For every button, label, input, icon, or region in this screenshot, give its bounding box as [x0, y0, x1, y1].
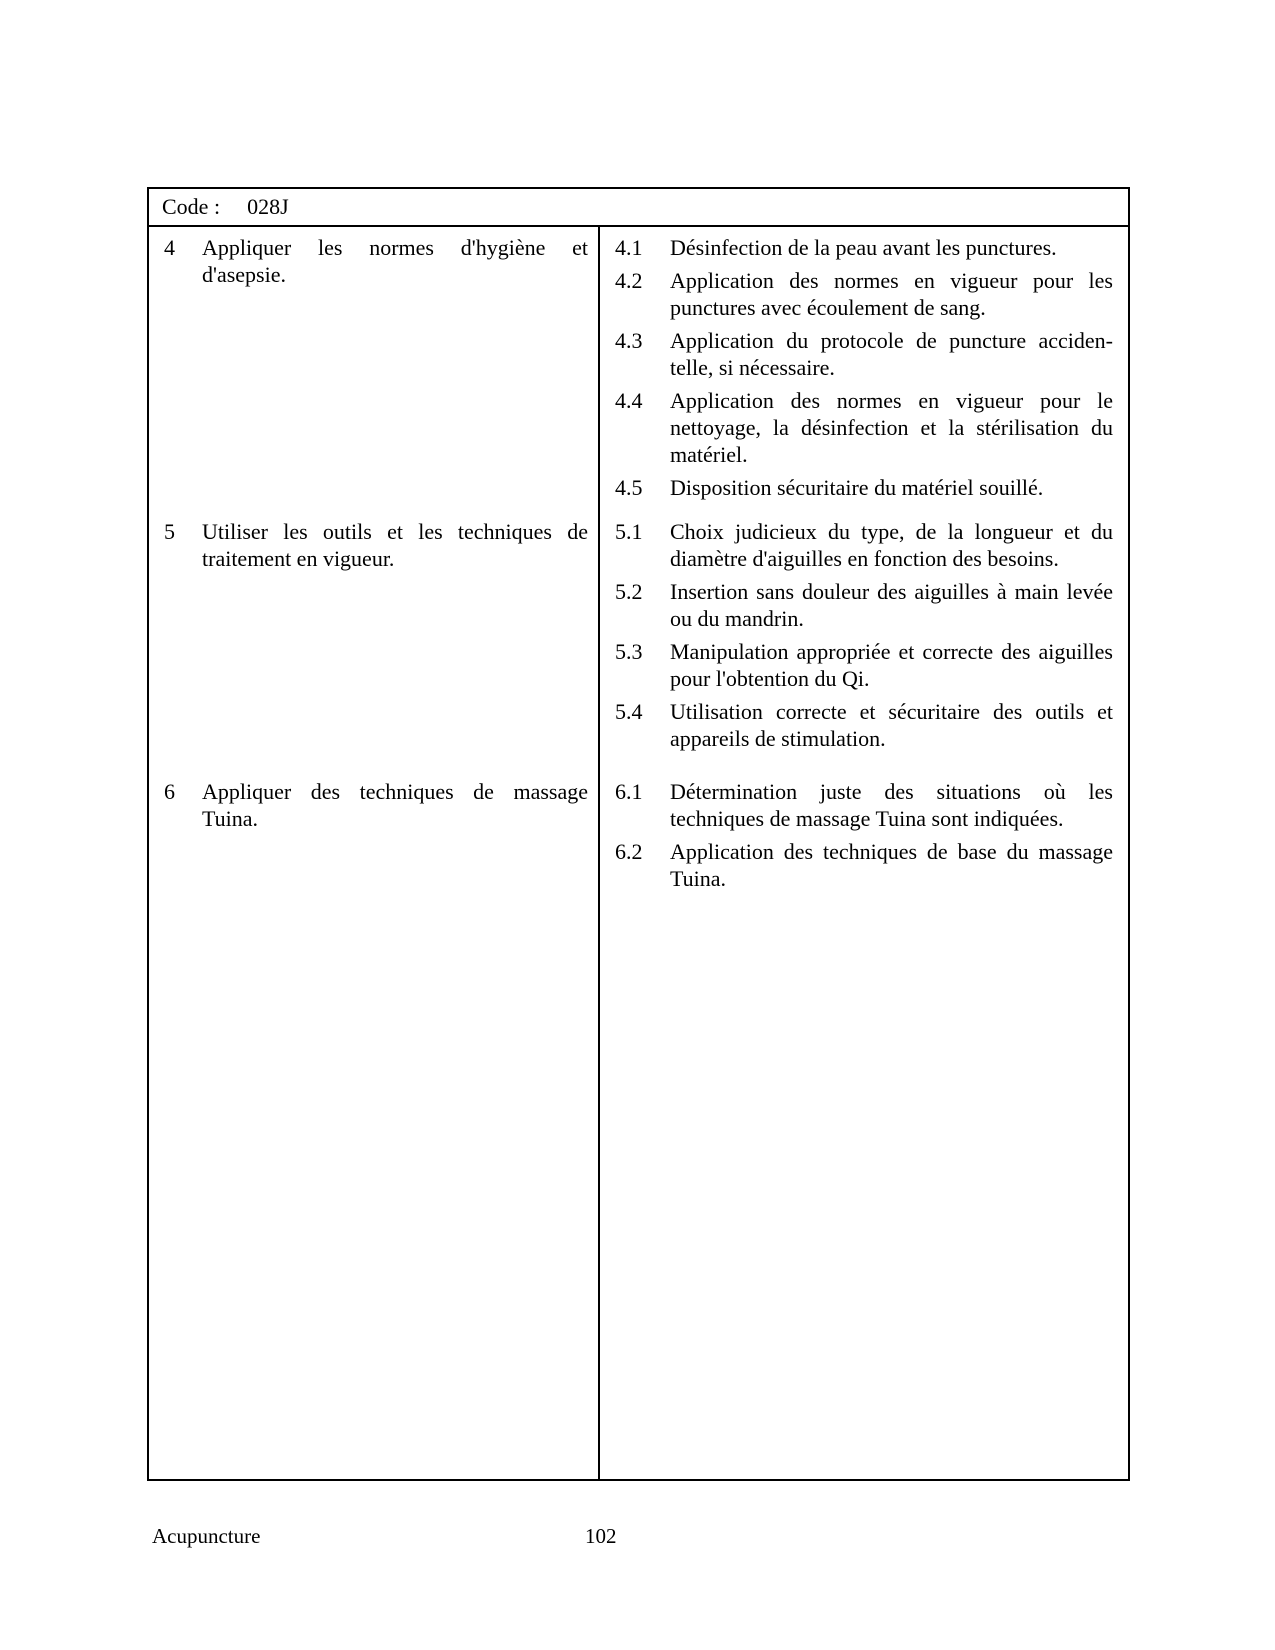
criterion-5.2 [615, 578, 1113, 632]
table-row-6 [149, 771, 1128, 1479]
criterion-6.2-text [670, 838, 1113, 892]
criterion-4.5-number: 4.5 [615, 475, 643, 500]
criterion-5.2-line: ou du mandrin. [670, 606, 804, 631]
competency-5-text [202, 518, 588, 572]
competency-cell-6 [149, 771, 598, 1479]
criterion-4.5-line: Disposition sécuritaire du matériel souillé. [670, 475, 1044, 500]
criterion-6.1-line: techniques de massage Tuina sont indiquées. [670, 806, 1064, 831]
criterion-5.3-line: Manipulation appropriée et correcte des aiguilles [670, 639, 1113, 664]
criterion-5.2-text [670, 578, 1113, 632]
criteria-cell-4 [598, 227, 1128, 511]
criterion-4.3-line: Application du protocole de puncture acciden- [670, 328, 1113, 353]
criterion-5.3-number: 5.3 [615, 639, 643, 664]
criterion-6.1-number: 6.1 [615, 779, 643, 804]
criterion-5.4 [615, 698, 1113, 752]
criterion-4.1-number: 4.1 [615, 235, 643, 260]
criterion-5.1-line: diamètre d'aiguilles en fonction des besoins. [670, 546, 1059, 571]
criterion-5.4-line: appareils de stimulation. [670, 726, 886, 751]
competency-4-line: Appliquer les normes d'hygiène et [202, 235, 588, 260]
criterion-4.1-line: Désinfection de la peau avant les punctures. [670, 235, 1057, 260]
criterion-5.2-number: 5.2 [615, 579, 643, 604]
competency-cell-4 [149, 227, 598, 511]
criterion-5.1-number: 5.1 [615, 519, 643, 544]
competency-4-text [202, 234, 588, 288]
competency-6-line: Tuina. [202, 806, 259, 831]
competency-6 [164, 778, 588, 832]
criterion-5.4-text [670, 698, 1113, 752]
criterion-4.3-number: 4.3 [615, 328, 643, 353]
criterion-4.4-number: 4.4 [615, 388, 643, 413]
criterion-4.5-text [670, 474, 1113, 501]
criterion-6.2-line: Tuina. [670, 866, 727, 891]
criterion-4.2-line: punctures avec écoulement de sang. [670, 295, 986, 320]
criterion-6.1-text [670, 778, 1113, 832]
criterion-5.4-number: 5.4 [615, 699, 643, 724]
criterion-6.2-number: 6.2 [615, 839, 643, 864]
criterion-4.1 [615, 234, 1113, 261]
footer-page-number: 102 [585, 1524, 617, 1548]
table-row-5 [149, 511, 1128, 771]
criterion-4.2-number: 4.2 [615, 268, 643, 293]
criterion-4.4-line: nettoyage, la désinfection et la stérilisation du [670, 415, 1113, 440]
criterion-4.3 [615, 327, 1113, 381]
table-body [149, 227, 1128, 1479]
criterion-4.4-line: Application des normes en vigueur pour le [670, 388, 1113, 413]
criterion-4.2-text [670, 267, 1113, 321]
criterion-5.3-text [670, 638, 1113, 692]
code-label: Code : [162, 194, 221, 219]
competency-4-line: d'asepsie. [202, 262, 286, 287]
competency-6-text [202, 778, 588, 832]
criterion-5.1-text [670, 518, 1113, 572]
criterion-4.2 [615, 267, 1113, 321]
criterion-4.1-text [670, 234, 1113, 261]
competency-6-line: Appliquer des techniques de massage [202, 779, 588, 804]
criterion-6.1-line: Détermination juste des situations où les [670, 779, 1113, 804]
table-row-4 [149, 227, 1128, 511]
footer-doc-title: Acupuncture [152, 1524, 261, 1548]
criterion-6.2 [615, 838, 1113, 892]
criterion-5.2-line: Insertion sans douleur des aiguilles à main levée [670, 579, 1113, 604]
criterion-5.3 [615, 638, 1113, 692]
criterion-4.3-line: telle, si nécessaire. [670, 355, 835, 380]
competency-5-line: traitement en vigueur. [202, 546, 395, 571]
competency-5-number: 5 [164, 519, 175, 544]
competency-4-number: 4 [164, 235, 175, 260]
competency-table [147, 187, 1130, 1481]
competency-5 [164, 518, 588, 572]
criteria-cell-5 [598, 511, 1128, 771]
competency-cell-5 [149, 511, 598, 771]
criterion-4.2-line: Application des normes en vigueur pour les [670, 268, 1113, 293]
criterion-5.1-line: Choix judicieux du type, de la longueur et du [670, 519, 1113, 544]
competency-6-number: 6 [164, 779, 175, 804]
criterion-5.3-line: pour l'obtention du Qi. [670, 666, 870, 691]
criterion-5.4-line: Utilisation correcte et sécuritaire des outils et [670, 699, 1113, 724]
criterion-4.4-text [670, 387, 1113, 468]
criterion-4.4 [615, 387, 1113, 468]
criterion-4.3-text [670, 327, 1113, 381]
code-value: 028J [247, 194, 289, 219]
criterion-4.4-line: matériel. [670, 442, 748, 467]
competency-5-line: Utiliser les outils et les techniques de [202, 519, 588, 544]
criterion-6.2-line: Application des techniques de base du massage [670, 839, 1113, 864]
criteria-cell-6 [598, 771, 1128, 1479]
criterion-5.1 [615, 518, 1113, 572]
competency-4 [164, 234, 588, 288]
page-footer [0, 1524, 1275, 1554]
table-header-row [149, 189, 1128, 227]
criterion-6.1 [615, 778, 1113, 832]
criterion-4.5 [615, 474, 1113, 501]
